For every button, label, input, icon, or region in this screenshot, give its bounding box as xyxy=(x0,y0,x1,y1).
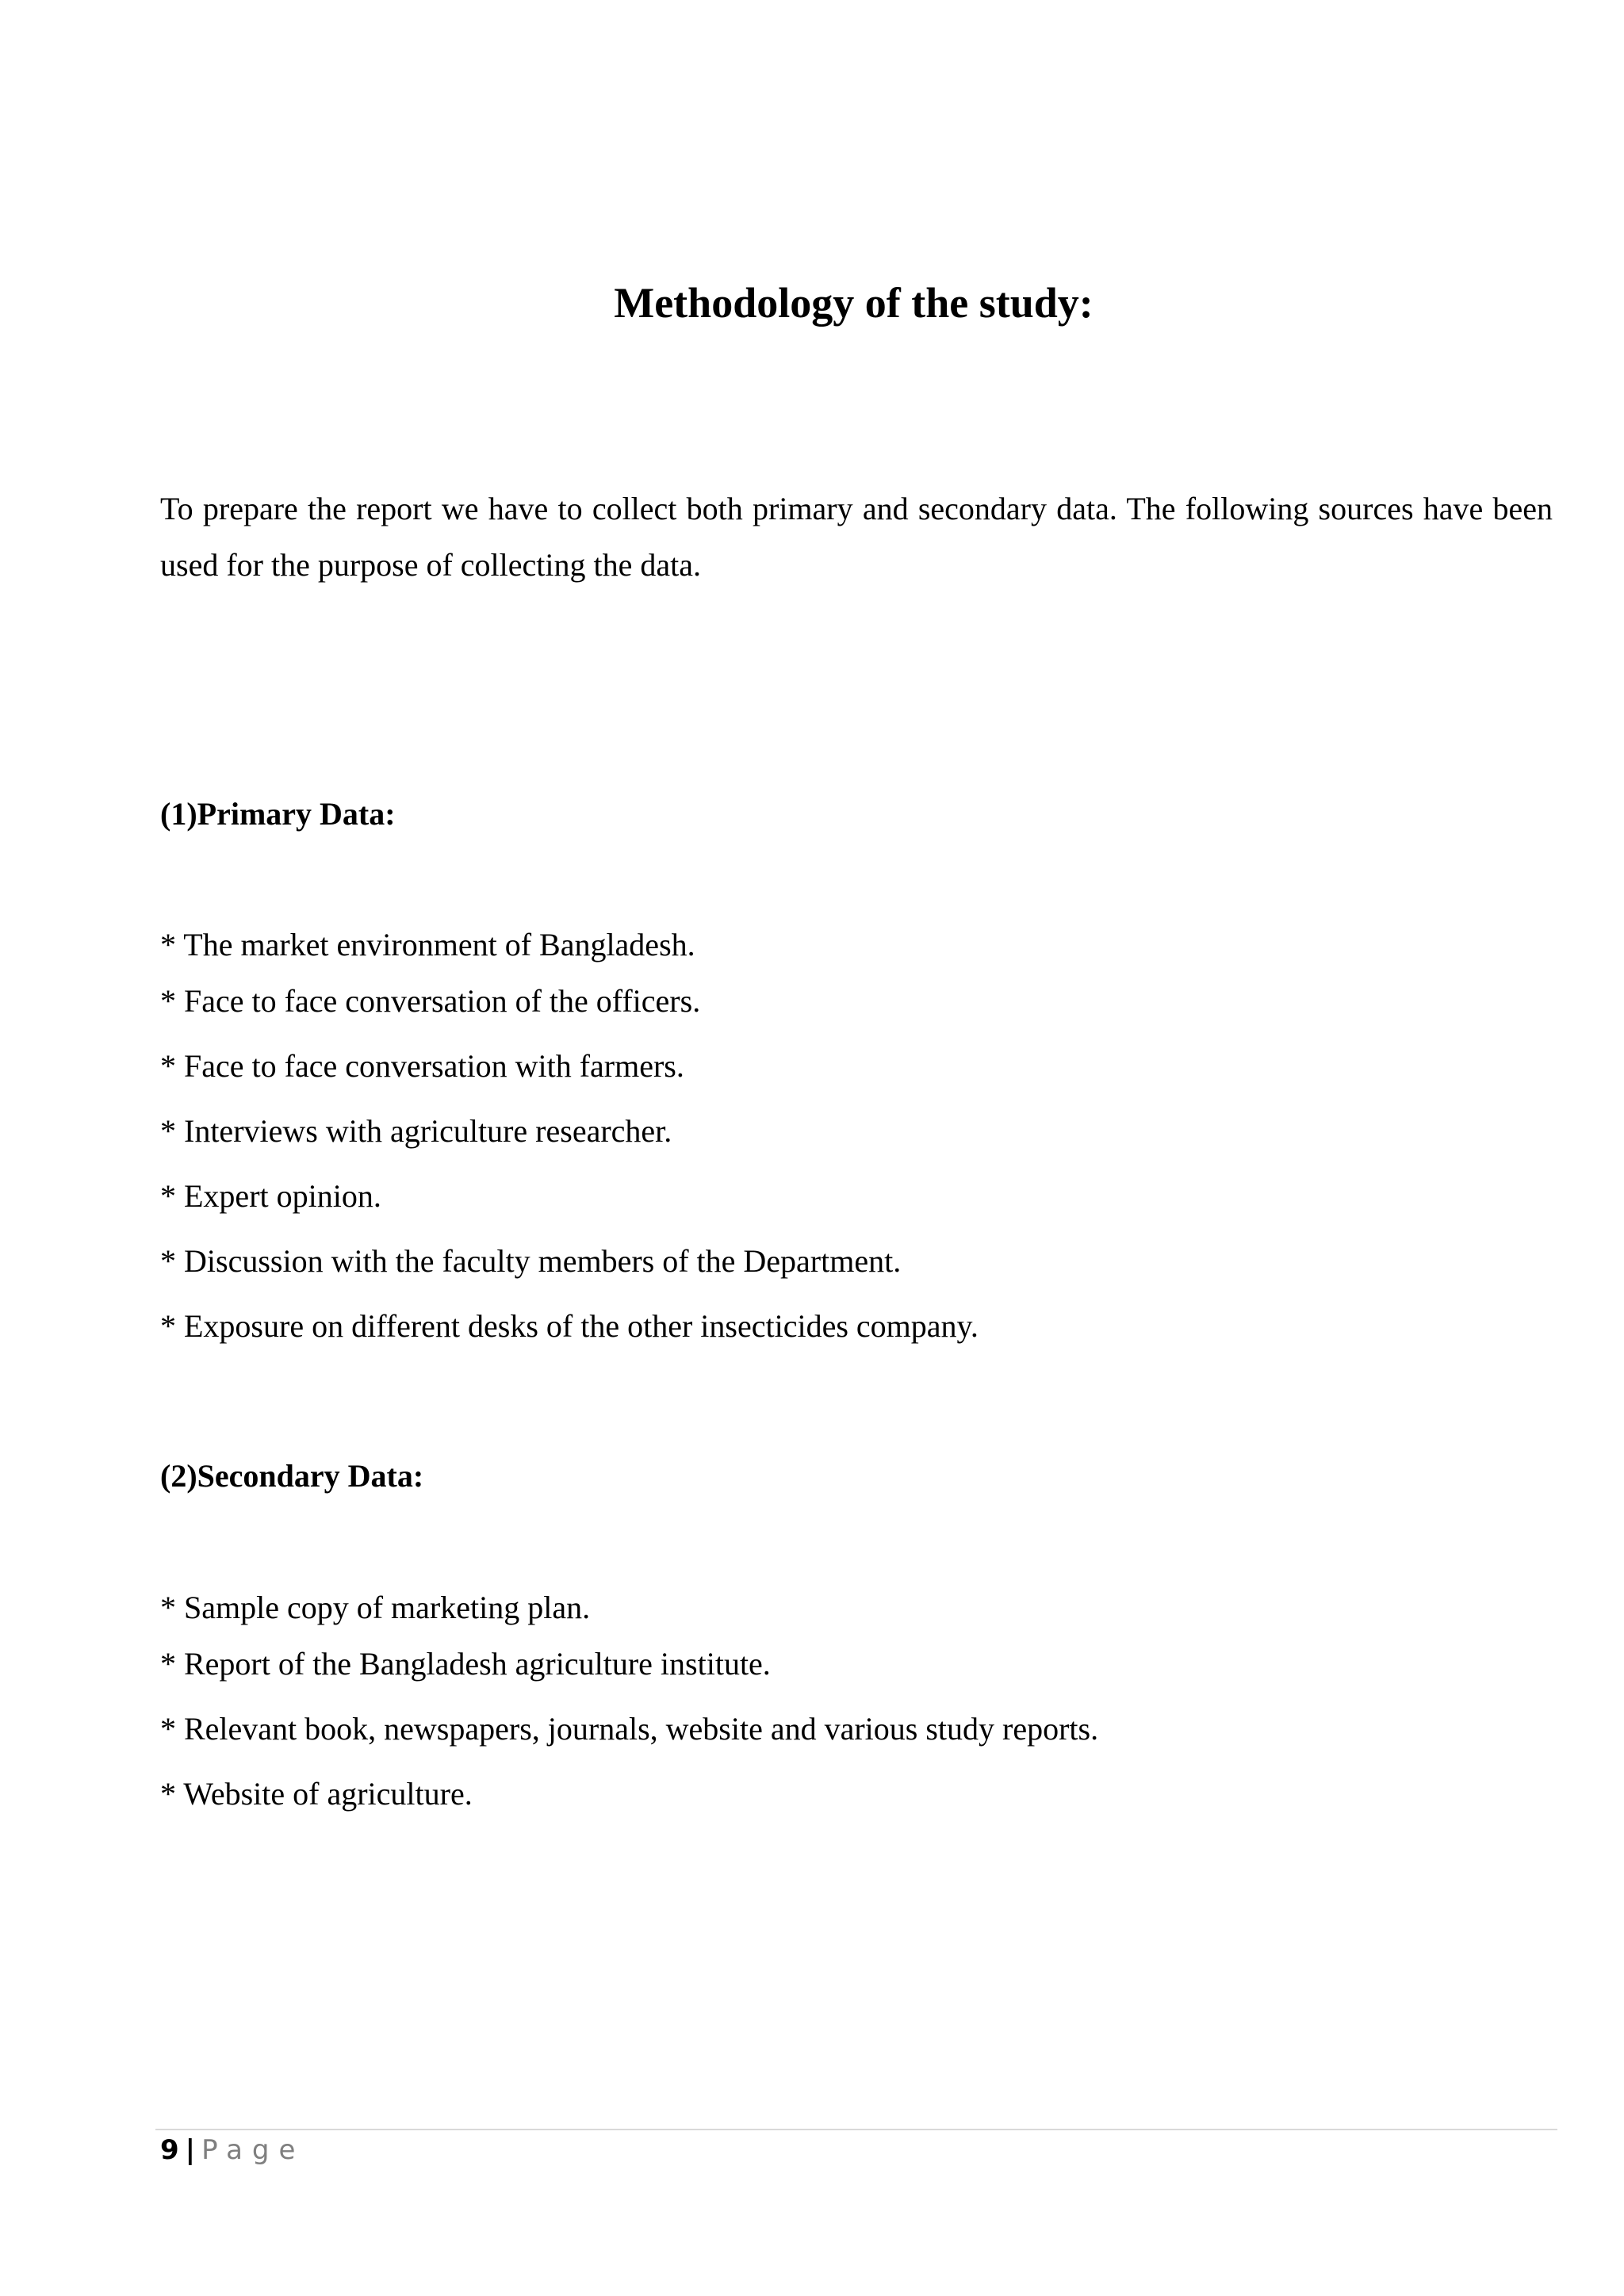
page-title: Methodology of the study: xyxy=(614,279,1094,327)
list-item: * Face to face conversation of the officers. xyxy=(160,983,701,1019)
primary-data-list xyxy=(160,926,1556,1345)
secondary-data-heading: (2)Secondary Data: xyxy=(160,1458,424,1494)
page-label: Page xyxy=(201,2134,305,2166)
list-item: * Expert opinion. xyxy=(160,1178,381,1214)
list-item: * Face to face conversation with farmers. xyxy=(160,1048,684,1084)
footer-separator: | xyxy=(185,2134,196,2166)
list-item: * Website of agriculture. xyxy=(160,1776,473,1812)
list-item: * Sample copy of marketing plan. xyxy=(160,1590,591,1625)
list-item: * Exposure on different desks of the other insecticides company. xyxy=(160,1308,979,1344)
page-number: 9 xyxy=(160,2134,179,2166)
list-item: * Discussion with the faculty members of the Department. xyxy=(160,1243,902,1279)
footer-divider xyxy=(155,2129,1557,2130)
list-item: * Relevant book, newspapers, journals, website and various study reports. xyxy=(160,1711,1099,1747)
list-item: * Report of the Bangladesh agriculture institute. xyxy=(160,1646,771,1682)
page-footer xyxy=(160,2134,304,2167)
list-item: * The market environment of Bangladesh. xyxy=(160,927,695,962)
intro-paragraph: To prepare the report we have to collect both primary and secondary data. The following sources have been used for the purpose of collecting the data. xyxy=(160,491,1553,583)
secondary-data-list xyxy=(160,1589,1556,1813)
list-item: * Interviews with agriculture researcher. xyxy=(160,1113,672,1149)
primary-data-heading: (1)Primary Data: xyxy=(160,796,396,832)
